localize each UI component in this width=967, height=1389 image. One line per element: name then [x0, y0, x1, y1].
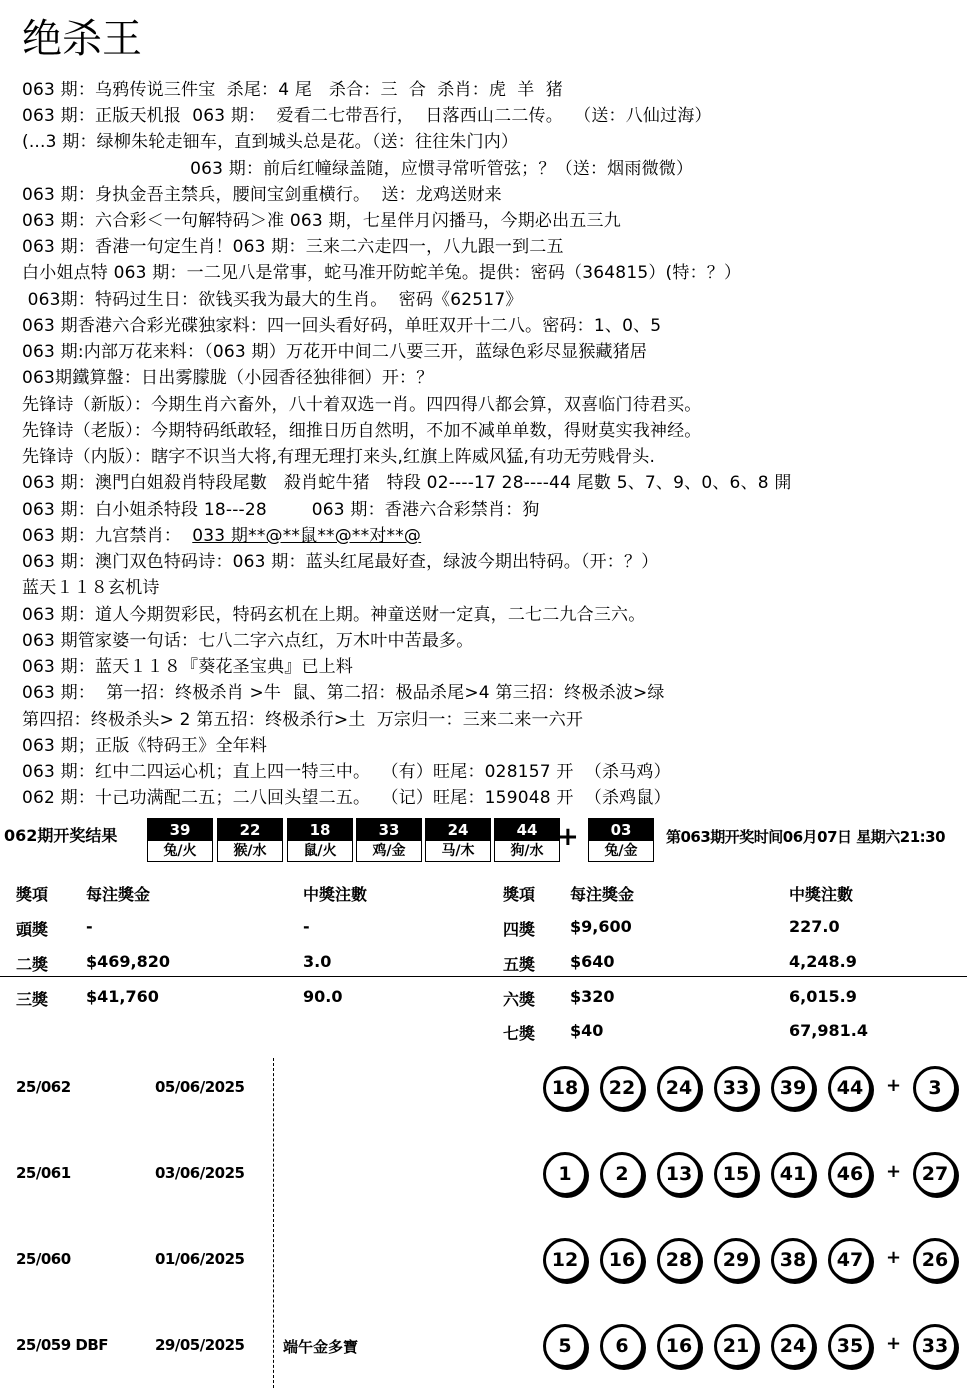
history-ball: 35: [828, 1324, 872, 1368]
special-ball: [588, 818, 654, 862]
text-line: 先锋诗（新版）：今期生肖六畜外，八十着双选一肖。四四得八都会算，双喜临门待君买。: [22, 395, 702, 415]
text-line: 063 期：道人今期贺彩民，特码玄机在上期。神童送财一定真，二七二九合三六。: [22, 605, 646, 625]
history-row: [0, 1217, 967, 1303]
text-line: 063 期：澳门双色特码诗：063 期：蓝头红尾最好查，绿波今期出特码。（开：？）: [22, 552, 659, 572]
text-line-prefix: 063 期：九宫禁肖：: [22, 526, 193, 546]
history-note: 端午金多寶: [283, 1338, 359, 1356]
history-special-ball: 27: [913, 1152, 957, 1196]
ball-number: 33: [357, 819, 421, 841]
history-row: [0, 1303, 967, 1389]
result-ball: [287, 818, 353, 862]
text-line: 蓝天１１８玄机诗: [22, 578, 160, 598]
prize-name: 三獎: [16, 990, 49, 1009]
ball-zodiac: 猴/水: [233, 843, 267, 859]
history-issue: 25/059 DBF: [16, 1336, 109, 1354]
text-line: 先锋诗（老版）：今期特码纸敢轻，细推日历自然明，不加不减单单数，得财莫实我神经。: [22, 421, 702, 441]
text-line: (...3 期：绿柳朱轮走钿车，直到城头总是花。（送：往往朱门内）: [22, 132, 519, 152]
result-ball: [494, 818, 560, 862]
prize-amount: $320: [570, 987, 615, 1006]
text-line: 063 期：红中二四运心机；直上四一特三中。 （有）旺尾：028157 开 （杀马鸡）: [22, 762, 671, 782]
history-date: 03/06/2025: [155, 1164, 245, 1182]
history-ball: 24: [657, 1066, 701, 1110]
history-ball: 47: [828, 1238, 872, 1282]
header-prize: 獎項: [16, 885, 49, 904]
header-amount: 每注獎金: [570, 885, 635, 904]
header-count: 中獎注數: [789, 885, 854, 904]
ball-number: 39: [148, 819, 212, 841]
ball-number: 24: [426, 819, 490, 841]
text-line: [22, 523, 421, 549]
prize-amount: $640: [570, 952, 615, 971]
history-ball: 44: [828, 1066, 872, 1110]
header-prize: 獎項: [503, 885, 536, 904]
history-issue: 25/062: [16, 1078, 71, 1096]
text-line: 先锋诗（内版）：瞎字不识当大将,有理无理打来头,红旗上阵威风猛,有功无劳贱骨头.: [22, 447, 656, 467]
ball-number: 44: [495, 819, 559, 841]
ball-zodiac: 狗/水: [510, 843, 544, 859]
prize-amount: $40: [570, 1021, 604, 1040]
history-ball: 29: [714, 1238, 758, 1282]
prize-count: 4,248.9: [789, 952, 857, 971]
plus-sign: +: [886, 1161, 902, 1182]
history-special-ball: 26: [913, 1238, 957, 1282]
prize-name: 七獎: [503, 1024, 536, 1043]
history-date: 01/06/2025: [155, 1250, 245, 1268]
prize-count: 227.0: [789, 917, 840, 936]
text-line: 063 期：身执金吾主禁兵，腰间宝剑重横行。 送：龙鸡送财来: [22, 185, 502, 205]
ball-zodiac: 马/木: [441, 843, 475, 859]
history-ball: 38: [771, 1238, 815, 1282]
history-ball: 39: [771, 1066, 815, 1110]
text-line: 063 期：蓝天１１８『葵花圣宝典』已上料: [22, 657, 354, 677]
text-line: 063 期管家婆一句话：七八二字六点红，万木叶中苦最多。: [22, 631, 474, 651]
history-ball: 22: [600, 1066, 644, 1110]
history-ball: 16: [657, 1324, 701, 1368]
underlined-text: 033 期**@**鼠**@**对**@: [192, 526, 422, 546]
text-line: 063 期:内部万花来料：（063 期）万花开中间二八要三开，蓝绿色彩尽显猴藏猪居: [22, 342, 648, 362]
plus-sign: +: [886, 1075, 902, 1096]
table-divider: [0, 976, 967, 977]
history-ball: 33: [714, 1066, 758, 1110]
history-ball: 15: [714, 1152, 758, 1196]
ball-number: 18: [288, 819, 352, 841]
prize-amount: -: [86, 917, 93, 936]
history-ball: 24: [771, 1324, 815, 1368]
text-line: 063 期：香港一句定生肖！063 期：三来二六走四一，八九跟一到二五: [22, 237, 564, 257]
prize-name: 二獎: [16, 955, 49, 974]
history-ball: 18: [543, 1066, 587, 1110]
prize-count: 67,981.4: [789, 1021, 868, 1040]
text-line: 白小姐点特 063 期：一二见八是常事，蛇马准开防蛇羊兔。提供：密码（364815）(特：？）: [22, 263, 742, 283]
history-ball: 2: [600, 1152, 644, 1196]
history-issue: 25/060: [16, 1250, 71, 1268]
text-line: 第四招：终极杀头> 2 第五招：终极杀行>土 万宗归一：三来二来一六开: [22, 710, 584, 730]
text-line: 063 期：白小姐杀特段 18---28 063 期：香港六合彩禁肖：狗: [22, 500, 540, 520]
text-line: 063 期香港六合彩光碟独家料：四一回头看好码，单旺双开十二八。密码：1、0、5: [22, 316, 662, 336]
history-ball: 13: [657, 1152, 701, 1196]
history-ball: 6: [600, 1324, 644, 1368]
history-date: 29/05/2025: [155, 1336, 245, 1354]
prize-name: 四獎: [503, 920, 536, 939]
next-draw-time: 第063期开奖时间06月07日 星期六21:30: [666, 828, 946, 846]
history-special-ball: 3: [913, 1066, 957, 1110]
result-ball: [356, 818, 422, 862]
prize-name: 六獎: [503, 990, 536, 1009]
history-ball: 21: [714, 1324, 758, 1368]
text-line: 063 期： 第一招：终极杀肖 >牛 鼠、第二招：极品杀尾>4 第三招：终极杀波>绿: [22, 683, 665, 703]
ball-zodiac: 兔/金: [604, 843, 638, 859]
history-ball: 41: [771, 1152, 815, 1196]
prize-count: 90.0: [303, 987, 343, 1006]
plus-sign: +: [886, 1333, 902, 1354]
history-issue: 25/061: [16, 1164, 71, 1182]
header-amount: 每注獎金: [86, 885, 151, 904]
result-ball: [425, 818, 491, 862]
prize-amount: $9,600: [570, 917, 632, 936]
text-line: 063 期：六合彩＜一句解特码＞准 063 期，七星伴月闪播马，今期必出五三九: [22, 211, 621, 231]
results-label: 062期开奖结果: [4, 826, 118, 845]
page-title: 绝杀王: [22, 16, 142, 62]
prize-name: 頭獎: [16, 920, 49, 939]
text-line: 063 期：前后红幢绿盖随，应惯寻常听管弦；？（送：烟雨微微）: [22, 159, 694, 179]
ball-zodiac: 鼠/火: [303, 843, 337, 859]
history-ball: 28: [657, 1238, 701, 1282]
text-line: 063 期：澳門白姐殺肖特段尾數 殺肖蛇牛猪 特段 02----17 28----44 尾數 5、7、9、0、6、8 開: [22, 473, 792, 493]
ball-zodiac: 鸡/金: [372, 843, 406, 859]
prize-name: 五獎: [503, 955, 536, 974]
history-row: [0, 1131, 967, 1217]
ball-number: 03: [589, 819, 653, 841]
text-line: 063期鐵算盤：日出雾朦胧（小园香径独徘徊）开：？: [22, 368, 434, 388]
ball-zodiac: 兔/火: [163, 843, 197, 859]
history-date: 05/06/2025: [155, 1078, 245, 1096]
text-line: 063 期：正版天机报 063 期： 爱看二七带吾行， 日落西山二二传。 （送：八仙过海）: [22, 106, 712, 126]
history-row: [0, 1045, 967, 1131]
prize-amount: $41,760: [86, 987, 159, 1006]
prize-count: 6,015.9: [789, 987, 857, 1006]
history-ball: 5: [543, 1324, 587, 1368]
text-line: 063 期：乌鸦传说三件宝 杀尾：4 尾 杀合：三 合 杀肖：虎 羊 猪: [22, 80, 563, 100]
plus-sign: +: [886, 1247, 902, 1268]
result-ball: [147, 818, 213, 862]
prize-count: -: [303, 917, 310, 936]
history-ball: 12: [543, 1238, 587, 1282]
prize-count: 3.0: [303, 952, 332, 971]
text-line: 063 期；正版《特码王》全年料: [22, 736, 268, 756]
plus-sign: +: [557, 822, 579, 852]
history-special-ball: 33: [913, 1324, 957, 1368]
history-ball: 46: [828, 1152, 872, 1196]
header-count: 中獎注數: [303, 885, 368, 904]
prize-amount: $469,820: [86, 952, 171, 971]
ball-number: 22: [218, 819, 282, 841]
history-ball: 16: [600, 1238, 644, 1282]
result-ball: [217, 818, 283, 862]
text-line: 062 期：十己功满配二五；二八回头望二五。 （记）旺尾：159048 开 （杀鸡鼠）: [22, 788, 671, 808]
text-line: 063期：特码过生日：欲钱买我为最大的生肖。 密码《62517》: [22, 290, 523, 310]
history-ball: 1: [543, 1152, 587, 1196]
